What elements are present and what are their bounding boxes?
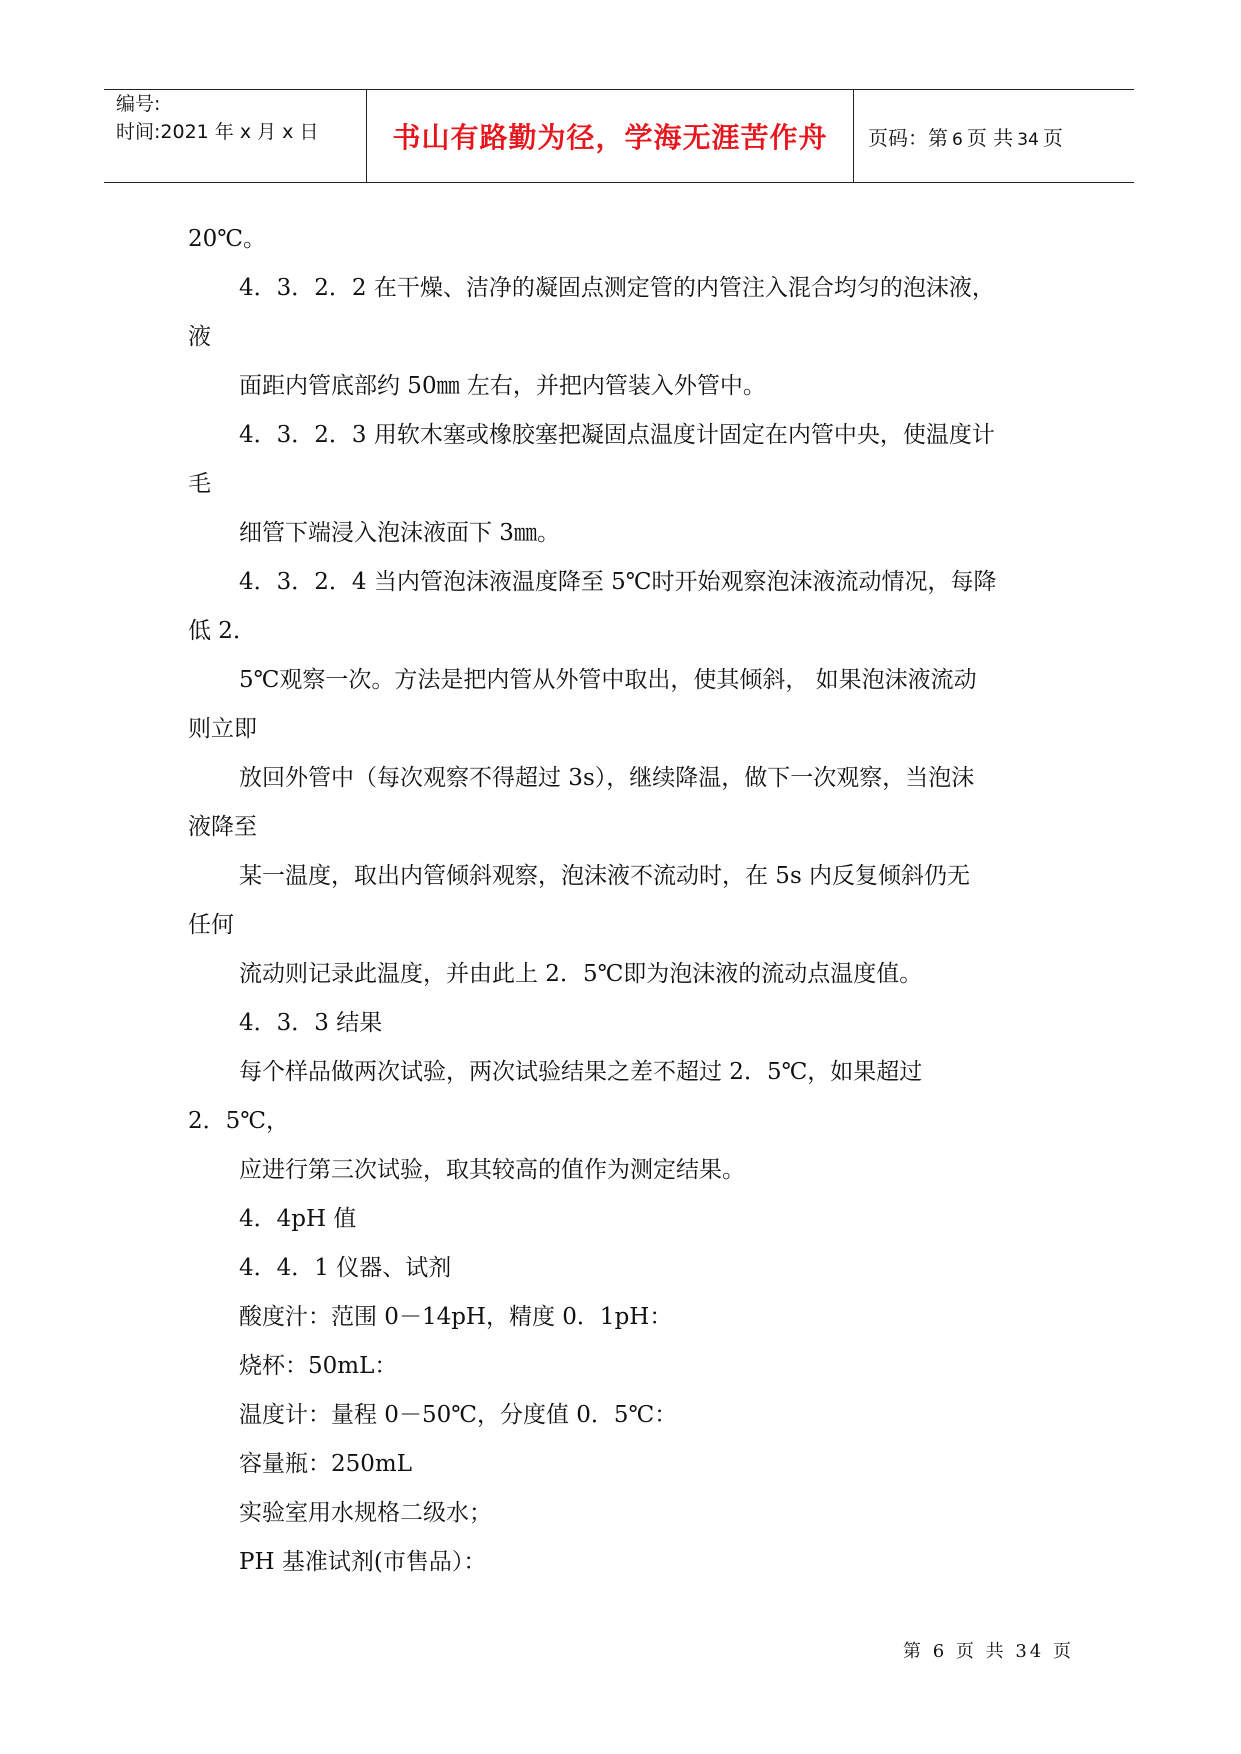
page-total: 34 bbox=[1017, 129, 1039, 150]
body-line: 4．4．1 仪器、试剂 bbox=[239, 1255, 452, 1281]
body-line: 20℃。 bbox=[188, 226, 266, 252]
body-line: 4．3．3 结果 bbox=[239, 1010, 383, 1036]
body-line: 实验室用水规格二级水； bbox=[239, 1500, 492, 1526]
body-line: 液 bbox=[188, 324, 211, 350]
body-line: 4．3．2．4 当内管泡沫液温度降至 5℃时开始观察泡沫液流动情况，每降 bbox=[239, 569, 997, 595]
body-line: 温度计：量程 0－50℃，分度值 0．5℃： bbox=[239, 1402, 678, 1428]
body-line: 4．3．2．3 用软木塞或橡胶塞把凝固点温度计固定在内管中央，使温度计 bbox=[239, 422, 995, 448]
body-line: 放回外管中（每次观察不得超过 3s），继续降温，做下一次观察，当泡沫 bbox=[239, 765, 975, 791]
page-number: 6 bbox=[952, 129, 963, 150]
body-line: 容量瓶：250mL bbox=[239, 1451, 412, 1477]
body-line: 5℃观察一次。方法是把内管从外管中取出，使其倾斜， 如果泡沫液流动 bbox=[239, 667, 977, 693]
body-line: 流动则记录此温度，并由此上 2．5℃即为泡沫液的流动点温度值。 bbox=[239, 961, 923, 987]
page-header bbox=[104, 89, 1134, 183]
body-line: 细管下端浸入泡沫液面下 3㎜。 bbox=[239, 520, 560, 546]
body-line: 应进行第三次试验，取其较高的值作为测定结果。 bbox=[239, 1157, 745, 1183]
motto: 书山有路勤为径，学海无涯苦作舟 bbox=[392, 121, 828, 154]
body-line: 每个样品做两次试验，两次试验结果之差不超过 2．5℃，如果超过 bbox=[239, 1059, 923, 1085]
header-motto-cell bbox=[367, 90, 854, 182]
body-line: 4．3．2．2 在干燥、洁净的凝固点测定管的内管注入混合均匀的泡沫液， bbox=[239, 275, 995, 301]
page-suffix: 页 bbox=[1042, 125, 1063, 150]
body-line: 面距内管底部约 50㎜ 左右，并把内管装入外管中。 bbox=[239, 373, 766, 399]
body-line: 毛 bbox=[188, 471, 211, 497]
body-line: 任何 bbox=[188, 912, 234, 938]
page-mid: 页 共 bbox=[966, 125, 1014, 150]
body-line: 2．5℃， bbox=[188, 1108, 289, 1134]
page-footer: 第 6 页 共 34 页 bbox=[903, 1641, 1074, 1662]
document-body bbox=[188, 215, 1048, 1587]
body-line: 酸度汁：范围 0－14pH，精度 0．1pH： bbox=[239, 1304, 673, 1330]
page-prefix: 页码：第 bbox=[868, 125, 948, 150]
header-meta-cell bbox=[104, 90, 367, 182]
body-line: 4．4pH 值 bbox=[239, 1206, 357, 1232]
body-line: 液降至 bbox=[188, 814, 257, 840]
page-indicator bbox=[868, 122, 1063, 151]
body-line: 低 2． bbox=[188, 618, 256, 644]
time-label: 时间:2021 年 x 月 x 日 bbox=[116, 121, 319, 143]
body-line: 则立即 bbox=[188, 716, 257, 742]
header-page-cell bbox=[854, 90, 1134, 182]
body-line: PH 基准试剂(市售品）： bbox=[239, 1549, 487, 1575]
body-line: 烧杯：50mL： bbox=[239, 1353, 398, 1379]
body-line: 某一温度，取出内管倾斜观察，泡沫液不流动时，在 5s 内反复倾斜仍无 bbox=[239, 863, 971, 889]
serial-label: 编号: bbox=[116, 93, 161, 115]
